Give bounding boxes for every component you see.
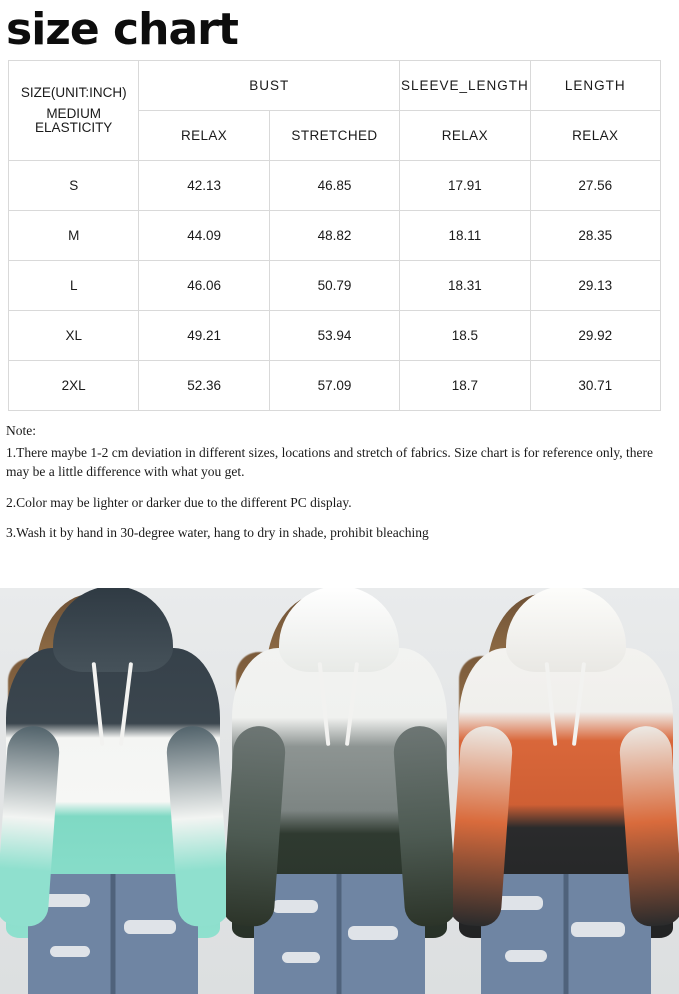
cell-bust-relax: 49.21 <box>139 311 269 361</box>
table-row <box>9 211 661 261</box>
model-photo-teal <box>0 588 226 994</box>
cell-bust-relax: 42.13 <box>139 161 269 211</box>
corner-line-1: SIZE(UNIT:INCH) <box>20 84 127 100</box>
header-bust: BUST <box>139 61 400 111</box>
subheader-sleeve-relax: RELAX <box>400 111 530 161</box>
cell-size: XL <box>9 311 139 361</box>
cell-length-relax: 29.92 <box>530 311 660 361</box>
model-jeans <box>254 874 424 994</box>
table-row <box>9 361 661 411</box>
subheader-bust-relax: RELAX <box>139 111 269 161</box>
cell-length-relax: 28.35 <box>530 211 660 261</box>
jeans-rip <box>42 894 90 907</box>
table-row <box>9 161 661 211</box>
cell-bust-stretched: 53.94 <box>269 311 399 361</box>
cell-size: L <box>9 261 139 311</box>
cell-bust-stretched: 50.79 <box>269 261 399 311</box>
corner-line-2: MEDIUM ELASTICITY <box>35 105 113 136</box>
note-item-3: 3.Wash it by hand in 30-degree water, hang to dry in shade, prohibit bleaching <box>6 525 429 541</box>
cell-length-relax: 29.13 <box>530 261 660 311</box>
cell-bust-relax: 46.06 <box>139 261 269 311</box>
notes-heading: Note: <box>6 423 36 438</box>
cell-bust-stretched: 48.82 <box>269 211 399 261</box>
cell-bust-relax: 44.09 <box>139 211 269 261</box>
jeans-rip <box>50 946 90 957</box>
cell-bust-relax: 52.36 <box>139 361 269 411</box>
note-item-1: 1.There maybe 1-2 cm deviation in different sizes, locations and stretch of fabrics. Size chart is for reference only, there may be a little difference with what you get. <box>6 444 653 480</box>
size-chart-table <box>8 60 661 411</box>
model-photo-gray <box>226 588 452 994</box>
cell-sleeve-relax: 17.91 <box>400 161 530 211</box>
cell-sleeve-relax: 18.5 <box>400 311 530 361</box>
cell-size: S <box>9 161 139 211</box>
cell-size: M <box>9 211 139 261</box>
table-row <box>9 261 661 311</box>
cell-length-relax: 30.71 <box>530 361 660 411</box>
notes-section <box>6 421 673 543</box>
jeans-rip <box>282 952 320 963</box>
subheader-bust-stretched: STRETCHED <box>269 111 399 161</box>
product-photo-strip <box>0 588 679 994</box>
cell-length-relax: 27.56 <box>530 161 660 211</box>
jeans-rip <box>505 950 547 962</box>
header-sleeve-length: SLEEVE_LENGTH <box>400 61 530 111</box>
table-header-group-row <box>9 61 661 111</box>
table-corner-label <box>9 61 139 161</box>
header-length: LENGTH <box>530 61 660 111</box>
cell-sleeve-relax: 18.31 <box>400 261 530 311</box>
cell-size: 2XL <box>9 361 139 411</box>
model-jeans <box>28 874 198 994</box>
model-jeans <box>481 874 651 994</box>
subheader-length-relax: RELAX <box>530 111 660 161</box>
note-item-2: 2.Color may be lighter or darker due to the different PC display. <box>6 494 352 510</box>
page-title: size chart <box>6 4 238 55</box>
model-photo-orange <box>453 588 679 994</box>
table-row <box>9 311 661 361</box>
jeans-rip <box>571 922 625 937</box>
cell-sleeve-relax: 18.11 <box>400 211 530 261</box>
cell-bust-stretched: 57.09 <box>269 361 399 411</box>
cell-bust-stretched: 46.85 <box>269 161 399 211</box>
jeans-rip <box>124 920 176 934</box>
jeans-rip <box>348 926 398 940</box>
cell-sleeve-relax: 18.7 <box>400 361 530 411</box>
jeans-rip <box>272 900 318 913</box>
